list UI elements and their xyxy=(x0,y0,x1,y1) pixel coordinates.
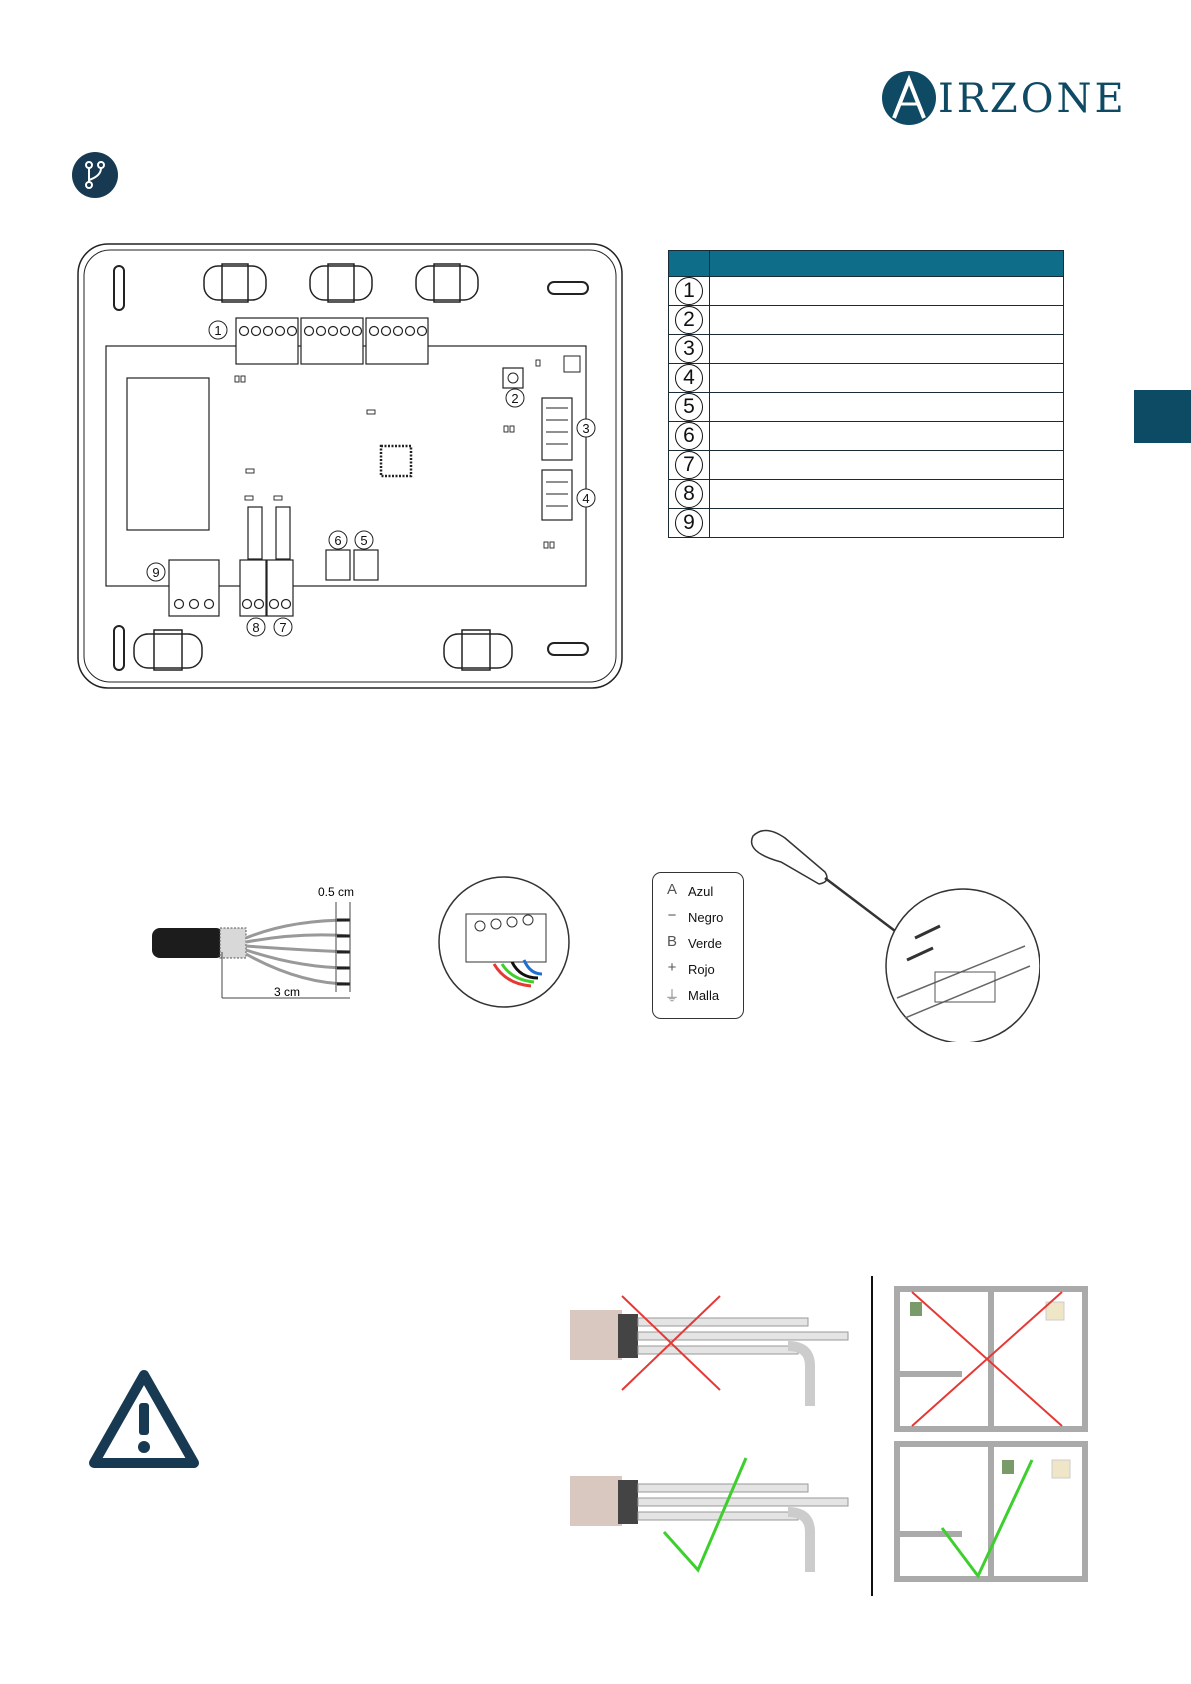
wire-name: Verde xyxy=(688,936,722,951)
legend-text xyxy=(710,306,1064,335)
mounting-detail xyxy=(745,822,1040,1042)
legend-row xyxy=(669,480,1064,509)
callout-5: 5 xyxy=(360,533,368,548)
callout-4: 4 xyxy=(582,491,590,506)
logo-text: IRZONE xyxy=(938,76,1127,122)
legend-text xyxy=(710,393,1064,422)
legend-text xyxy=(710,451,1064,480)
cable-diagram xyxy=(150,880,365,1005)
callout-2: 2 xyxy=(511,391,519,406)
legend-num: 8 xyxy=(675,480,703,508)
wire-name: Rojo xyxy=(688,962,715,977)
strip-label: 0.5 cm xyxy=(318,885,355,899)
legend-num: 3 xyxy=(675,335,703,363)
length-label: 3 cm xyxy=(274,985,301,999)
wire-row xyxy=(653,907,743,931)
wire-symbol: ⏚ xyxy=(664,988,680,1005)
wire-symbol: − xyxy=(667,907,677,924)
legend-num: 9 xyxy=(675,509,703,537)
legend-num: 5 xyxy=(675,393,703,421)
duct-diagram xyxy=(570,1286,860,1598)
connector-detail xyxy=(436,874,572,1010)
branch-icon xyxy=(72,152,118,198)
wire-row xyxy=(653,933,743,957)
callout-3: 3 xyxy=(582,421,590,436)
legend-row xyxy=(669,509,1064,538)
legend-row xyxy=(669,422,1064,451)
legend-text xyxy=(710,277,1064,306)
legend-row xyxy=(669,364,1064,393)
legend-num: 2 xyxy=(675,306,703,334)
wire-symbol: + xyxy=(667,959,677,976)
wire-name: Malla xyxy=(688,988,720,1003)
legend-num: 4 xyxy=(675,364,703,392)
callout-1: 1 xyxy=(214,323,222,338)
board-diagram xyxy=(76,242,624,692)
wire-symbol: A xyxy=(666,881,677,898)
rooms-diagram xyxy=(892,1284,1090,1584)
legend-row xyxy=(669,277,1064,306)
legend-text xyxy=(710,422,1064,451)
logo-mark-icon xyxy=(880,68,940,128)
legend-num: 1 xyxy=(675,277,703,305)
wire-color-legend xyxy=(652,872,744,1019)
callout-8: 8 xyxy=(252,620,260,635)
wire-row xyxy=(653,985,743,1009)
airzone-logo xyxy=(880,68,1127,132)
wire-name: Azul xyxy=(688,884,714,899)
side-tab xyxy=(1134,390,1191,443)
divider xyxy=(871,1276,873,1596)
legend-num: 7 xyxy=(675,451,703,479)
legend-row xyxy=(669,306,1064,335)
wire-row xyxy=(653,881,743,905)
legend-row xyxy=(669,451,1064,480)
wire-symbol: B xyxy=(666,933,677,950)
legend-text xyxy=(710,480,1064,509)
callout-9: 9 xyxy=(152,565,160,580)
legend-text xyxy=(710,335,1064,364)
warning-icon xyxy=(88,1369,200,1469)
wire-row xyxy=(653,959,743,983)
legend-text xyxy=(710,364,1064,393)
legend-table xyxy=(668,250,1064,538)
wire-name: Negro xyxy=(688,910,724,925)
callout-7: 7 xyxy=(279,620,287,635)
legend-num: 6 xyxy=(675,422,703,450)
legend-header-desc xyxy=(710,251,1064,277)
legend-row xyxy=(669,393,1064,422)
legend-text xyxy=(710,509,1064,538)
legend-row xyxy=(669,335,1064,364)
legend-header-num xyxy=(669,251,710,277)
callout-6: 6 xyxy=(334,533,342,548)
